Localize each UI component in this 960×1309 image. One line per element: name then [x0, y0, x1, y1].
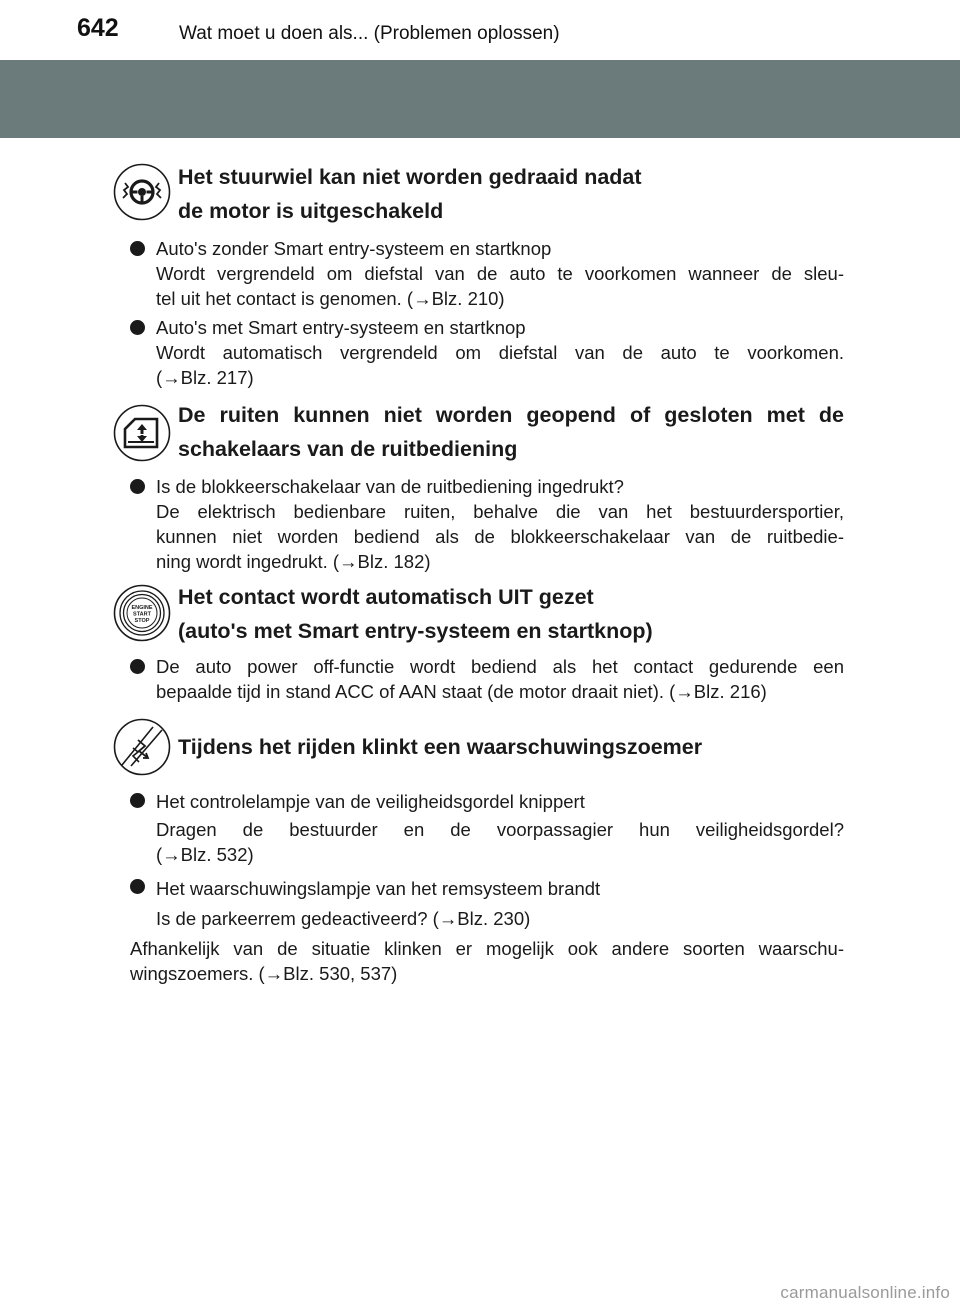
bullet-icon	[130, 479, 145, 494]
running-title: Wat moet u doen als... (Problemen oplossen)	[179, 23, 560, 44]
page-number: 642	[77, 14, 119, 42]
section-heading-steering: Het stuurwiel kan niet worden gedraaid nadat de motor is uitgeschakeld	[178, 165, 642, 223]
header-band	[0, 60, 960, 138]
bullet-icon	[130, 879, 145, 894]
svg-text:START: START	[133, 611, 151, 618]
engine-start-stop-icon	[113, 584, 171, 642]
svg-text:ENGINE: ENGINE	[131, 605, 153, 611]
steering-wheel-icon	[113, 163, 171, 221]
page-header	[0, 0, 960, 56]
bullet-icon	[130, 241, 145, 256]
bullet-icon	[130, 793, 145, 808]
power-window-icon	[113, 404, 171, 462]
section-heading-windows: De ruiten kunnen niet worden geopend of gesloten met de schakelaars van de ruitbediening	[178, 403, 844, 461]
section-heading-buzzer: Tijdens het rijden klinkt een waarschuwingszoemer	[178, 735, 703, 759]
watermark: carmanualsonline.info	[780, 1283, 950, 1302]
section-heading-contact: Het contact wordt automatisch UIT gezet (auto's met Smart entry-systeem en startknop)	[178, 585, 653, 643]
warning-buzzer-icon	[113, 718, 171, 776]
note-paragraph: Afhankelijk van de situatie klinken er mogelijk ook andere soorten waarschu- wingszoemers. (→Blz. 530, 537)	[130, 938, 844, 984]
bullet-icon	[130, 659, 145, 674]
bullet-icon	[130, 320, 145, 335]
svg-text:STOP: STOP	[134, 618, 150, 624]
